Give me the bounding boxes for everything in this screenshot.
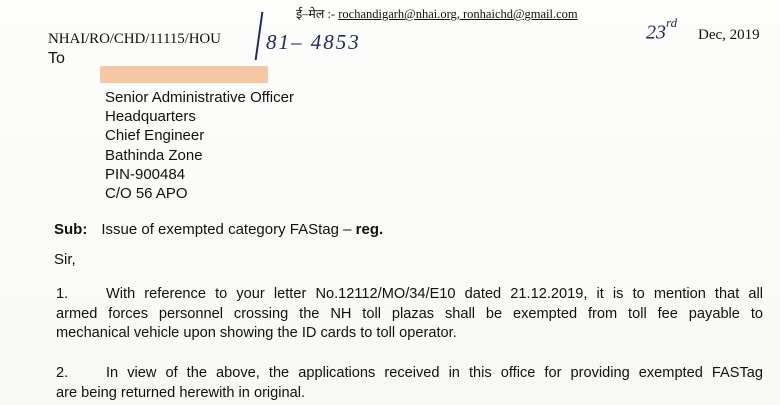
address-line: C/O 56 APO	[105, 185, 188, 203]
letter-date: Dec, 2019	[698, 27, 760, 43]
to-label: To	[48, 50, 65, 67]
handwritten-number: 81– 4853	[266, 30, 361, 54]
paragraph-number: 1.	[56, 286, 69, 302]
paragraph-line: mechanical vehicle upon showing the ID cards to toll operator.	[56, 325, 457, 341]
address-line: Bathinda Zone	[105, 146, 203, 164]
subject-text: Issue of exempted category FAStag –	[101, 221, 352, 238]
paragraph-text: With reference to your letter No.12112/MO/34/E10 dated 21.12.2019, it is to mention that all	[106, 286, 763, 302]
email-line	[296, 5, 578, 22]
paragraph-1	[56, 285, 763, 344]
paragraph-line: are being returned herewith in original.	[56, 384, 306, 401]
handwritten-day-suffix: rd	[666, 15, 678, 30]
paragraph-line: armed forces personnel crossing the NH toll plazas shall be exempted from toll fee payable to	[56, 305, 763, 322]
subject-suffix: reg.	[355, 221, 384, 238]
paragraph-text: In view of the above, the applications received in this office for providing exempted FASTag	[106, 365, 763, 381]
address-line: PIN-900484	[105, 165, 186, 183]
paragraph-line	[56, 285, 763, 305]
salutation: Sir,	[54, 251, 76, 268]
handwritten-day	[646, 15, 678, 45]
paragraph-number: 2.	[56, 365, 69, 381]
email-label: ई–मेल :-	[296, 7, 336, 21]
redaction-block	[100, 66, 268, 83]
paragraph-line	[56, 364, 763, 384]
paragraph-2	[56, 364, 763, 403]
subject-line	[54, 221, 383, 238]
reference-number: NHAI/RO/CHD/11115/HOU	[48, 31, 221, 47]
email-addresses: rochandigarh@nhai.org, ronhaichd@gmail.com	[338, 7, 578, 21]
recipient-address	[105, 88, 294, 203]
address-line: Senior Administrative Officer	[105, 89, 294, 106]
address-line: Chief Engineer	[105, 127, 205, 145]
handwritten-day-number: 23	[646, 21, 666, 44]
address-line: Headquarters	[105, 108, 196, 126]
handwritten-slash	[255, 12, 264, 60]
subject-label: Sub:	[54, 221, 88, 238]
